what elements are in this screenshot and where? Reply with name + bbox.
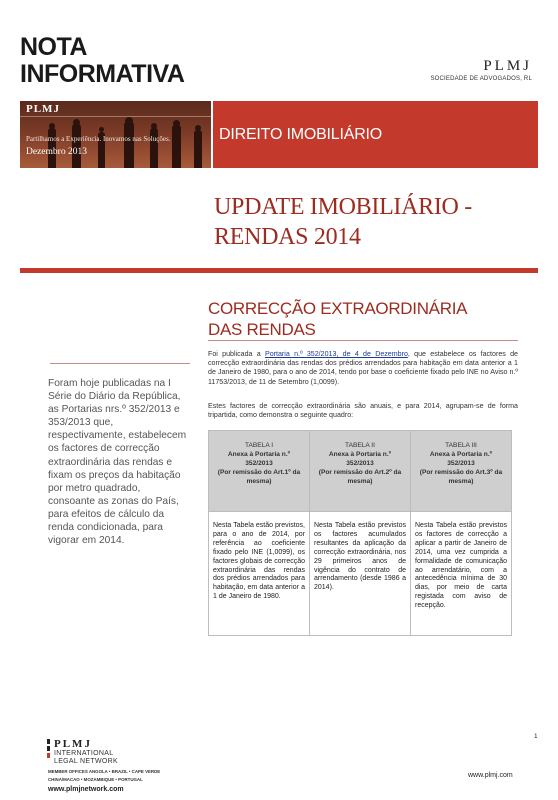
plmj-logo bbox=[430, 58, 532, 82]
footer-network-line-1: INTERNATIONAL bbox=[54, 750, 114, 757]
site-url[interactable]: www.plmj.com bbox=[468, 772, 513, 779]
table-header-sub2: 352/2013 bbox=[346, 460, 374, 467]
page-number: 1 bbox=[534, 733, 538, 740]
document-title bbox=[20, 34, 184, 88]
table-header-note: (Por remissão do Art.2º da mesma) bbox=[318, 469, 402, 485]
footer-network-logo bbox=[48, 738, 160, 793]
update-title bbox=[214, 192, 472, 252]
logo-mark: PLMJ bbox=[483, 58, 532, 74]
table-header-note: (Por remissão do Art.3º da mesma) bbox=[419, 469, 503, 485]
section-title bbox=[208, 298, 467, 340]
section-title-line-1: CORRECÇÃO EXTRAORDINÁRIA bbox=[208, 299, 468, 318]
table-header-sub1: Anexa à Portaria n.º bbox=[429, 451, 493, 458]
footer-members-line-2: CHINA/MACAO • MOZAMBIQUE • PORTUGAL bbox=[48, 777, 143, 783]
banner bbox=[20, 101, 538, 168]
table-header-sub1: Anexa à Portaria n.º bbox=[227, 451, 291, 458]
table-header-sub2: 352/2013 bbox=[245, 460, 273, 467]
table-header-title: TABELA II bbox=[345, 442, 375, 449]
intro-prefix: Foi publicada a bbox=[208, 350, 265, 358]
table-header-cell bbox=[310, 431, 411, 512]
table-header-note: (Por remissão do Art.1º da mesma) bbox=[217, 469, 301, 485]
section-title-line-2: DAS RENDAS bbox=[208, 320, 316, 339]
update-title-line-2: RENDAS 2014 bbox=[214, 224, 361, 250]
table-cell-text: Nesta Tabela estão previstos os factores de correcção a aplicar a partir de Janeiro de 2014, uma vez cumprida a formalidade de comunicação ao arrendatário, com a antecedência mínima de 30 dias, por meio de carta registada com aviso de recepção. bbox=[415, 522, 507, 610]
intro-rest: , que estabelece os factores de correcção extraordinária das rendas dos prédios arrendados para habitação em data anterior a 1 de Janeiro de 1980, para o ano de 2014, tendo por base o coeficiente fixado pelo INE no Aviso n.º 11753/2013, de 11 de Setembro (1,0099). bbox=[208, 350, 518, 386]
portaria-link[interactable]: Portaria n.º 352/2013, de 4 de Dezembro bbox=[264, 350, 408, 358]
table-header-title: TABELA I bbox=[244, 442, 274, 449]
table-cell-text: Nesta Tabela estão previstos, para o ano de 2014, por referência ao coeficiente fixado pelo INE (1,0099), os factores globais de correcção extraordinária das rendas dos prédios arrendados para habitação, em data anterior a 1 de Janeiro de 1980. bbox=[213, 522, 305, 601]
intro-paragraph bbox=[208, 350, 518, 387]
table-row bbox=[209, 512, 512, 636]
table-header-sub2: 352/2013 bbox=[447, 460, 475, 467]
intro-paragraph-2: Estes factores de correcção extraordinária são anuais, e para 2014, agrupam-se de forma tripartida, como demonstra o seguinte quadro: bbox=[208, 402, 518, 420]
table-header-cell bbox=[209, 431, 310, 512]
banner-date: Dezembro 2013 bbox=[26, 147, 87, 157]
footer-logo-mark: PLMJ bbox=[54, 738, 92, 750]
sidebar-summary: Foram hoje publicadas na I Série do Diário da República, as Portarias nrs.º 352/2013 e 353/2013 que, respectivamente, estabelecem os factores de correcção extraordinária das rendas e fixam os preços da habitação por metro quadrado, consoante as zonas do País, para efeitos de cálculo da renda condicionada, para vigorar em 2014. bbox=[48, 378, 187, 547]
sidebar-divider bbox=[50, 363, 190, 364]
banner-photo bbox=[20, 101, 211, 168]
table-header-row bbox=[209, 431, 512, 512]
table-cell bbox=[411, 512, 512, 636]
title-line-2: INFORMATIVA bbox=[20, 60, 185, 88]
table-header-title: TABELA III bbox=[445, 442, 477, 449]
table-cell bbox=[310, 512, 411, 636]
table-header-sub1: Anexa à Portaria n.º bbox=[328, 451, 392, 458]
table-cell-text: Nesta Tabela estão previstos os factores acumulados resultantes da aplicação da correcção extraordinária, nos 29 primeiros anos de vigência do contrato de arrendamento (desde 1986 a 2014). bbox=[314, 522, 406, 592]
section-banner bbox=[213, 101, 538, 168]
title-line-1: NOTA bbox=[20, 33, 87, 61]
logo-subtitle: SOCIEDADE DE ADVOGADOS, RL bbox=[430, 76, 532, 82]
section-divider bbox=[208, 340, 518, 341]
table-header-cell bbox=[411, 431, 512, 512]
footer-network-line-2: LEGAL NETWORK bbox=[54, 758, 118, 765]
section-banner-label: DIREITO IMOBILIÁRIO bbox=[219, 126, 383, 143]
update-title-line-1: UPDATE IMOBILIÁRIO - bbox=[214, 194, 472, 220]
correction-factors-table bbox=[208, 430, 512, 636]
footer-members-line-1: MEMBER OFFICES ANGOLA • BRAZIL • CAPE VERDE bbox=[48, 769, 161, 774]
table-cell bbox=[209, 512, 310, 636]
banner-brand: PLMJ bbox=[26, 103, 60, 115]
banner-tagline: Partilhamos a Experiência. Inovamos nas Soluções. bbox=[26, 135, 171, 143]
header-divider bbox=[20, 268, 538, 273]
network-bars-icon bbox=[47, 739, 50, 759]
footer-network-url[interactable]: www.plmjnetwork.com bbox=[48, 786, 124, 794]
